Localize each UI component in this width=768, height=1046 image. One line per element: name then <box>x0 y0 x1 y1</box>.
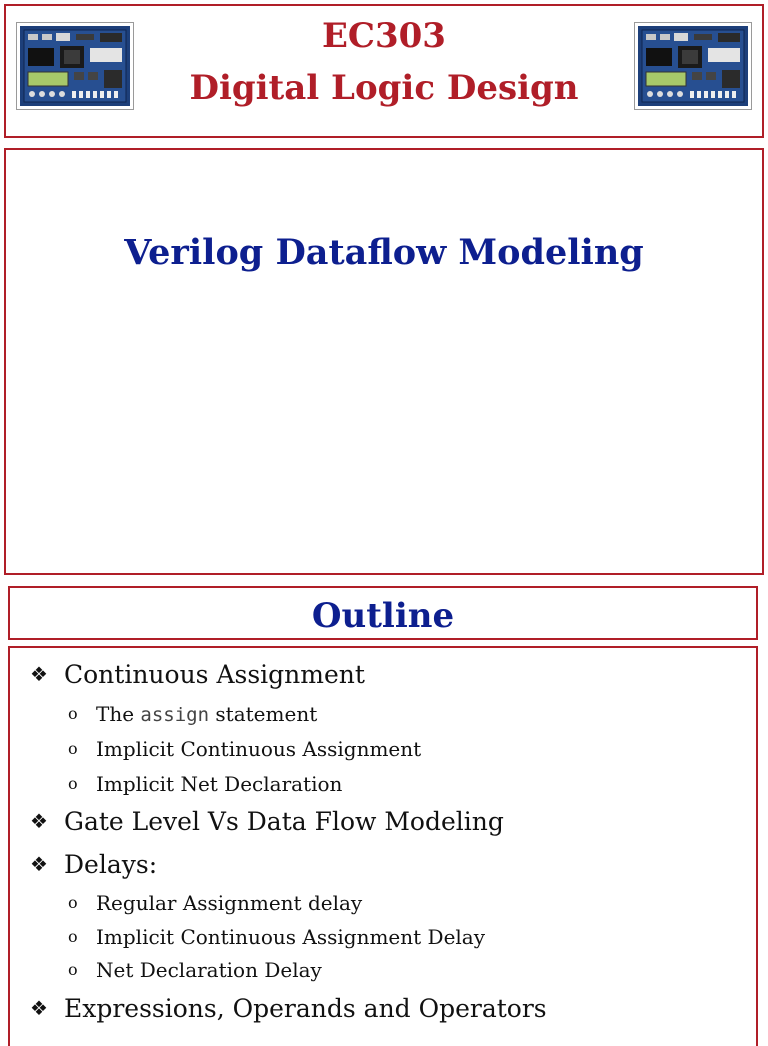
list-item: o Implicit Net Declaration <box>68 772 343 796</box>
title-slide <box>4 148 764 575</box>
course-code: EC303 <box>322 16 446 56</box>
circle-bullet-icon: o <box>68 893 78 912</box>
circle-bullet-icon: o <box>68 704 78 723</box>
circle-bullet-icon: o <box>68 960 78 979</box>
diamond-bullet-icon: ❖ <box>30 809 48 833</box>
list-item: ❖ Delays: <box>30 850 158 879</box>
list-item: o Implicit Continuous Assignment <box>68 737 422 761</box>
circle-bullet-icon: o <box>68 774 78 793</box>
diamond-bullet-icon: ❖ <box>30 662 48 686</box>
list-item: ❖ Gate Level Vs Data Flow Modeling <box>30 807 504 836</box>
fpga-board-image <box>634 22 752 110</box>
header-box <box>4 4 764 138</box>
outline-heading: Outline <box>311 596 455 636</box>
list-item: ❖ Continuous Assignment <box>30 660 365 689</box>
code-keyword: assign <box>140 704 210 726</box>
course-title: Digital Logic Design <box>189 68 579 108</box>
outline-list <box>8 646 758 1046</box>
circle-bullet-icon: o <box>68 927 78 946</box>
diamond-bullet-icon: ❖ <box>30 996 48 1020</box>
circle-bullet-icon: o <box>68 739 78 758</box>
outline-heading-box <box>8 586 758 640</box>
diamond-bullet-icon: ❖ <box>30 852 48 876</box>
list-item: o Regular Assignment delay <box>68 891 363 915</box>
list-item: o The assign statement <box>68 702 318 726</box>
list-item: ❖ Expressions, Operands and Operators <box>30 994 547 1023</box>
list-item: o Net Declaration Delay <box>68 958 322 982</box>
slide-title: Verilog Dataflow Modeling <box>124 232 644 273</box>
list-item: o Implicit Continuous Assignment Delay <box>68 925 486 949</box>
